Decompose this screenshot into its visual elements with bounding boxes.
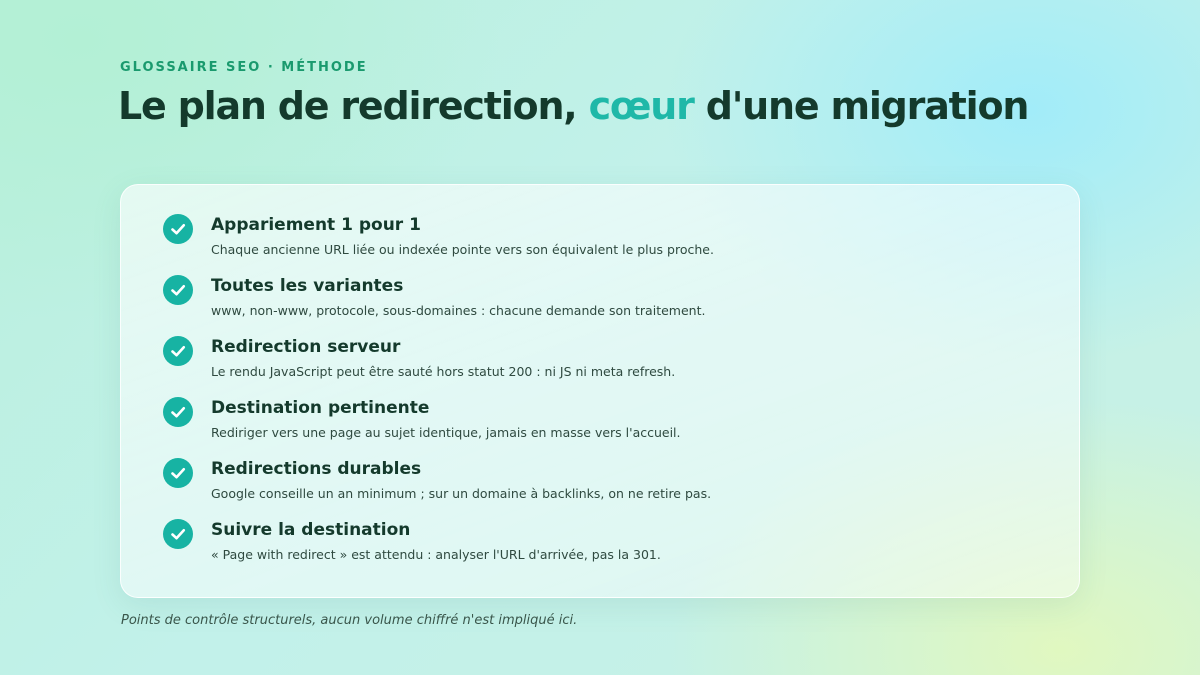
checklist-item-description: Le rendu JavaScript peut être sauté hors statut 200 : ni JS ni meta refresh. — [211, 364, 676, 379]
checklist-item-appariement — [163, 214, 1043, 264]
check-circle-icon — [163, 336, 193, 366]
check-circle-icon — [163, 275, 193, 305]
checklist-item-variantes — [163, 275, 1043, 325]
title-accent-word: cœur — [588, 84, 694, 128]
checklist-item-serveur — [163, 336, 1043, 386]
title-part-after: d'une migration — [693, 84, 1029, 128]
check-circle-icon — [163, 214, 193, 244]
checklist-item-description: « Page with redirect » est attendu : analyser l'URL d'arrivée, pas la 301. — [211, 547, 661, 562]
title-part-before: Le plan de redirection, — [118, 84, 589, 128]
eyebrow-label: GLOSSAIRE SEO · MÉTHODE — [120, 60, 368, 75]
checklist-item-description: Google conseille un an minimum ; sur un domaine à backlinks, on ne retire pas. — [211, 486, 712, 501]
checklist-item-title: Suivre la destination — [211, 520, 411, 540]
check-circle-icon — [163, 519, 193, 549]
checklist-item-suivre — [163, 519, 1043, 569]
checklist-card — [120, 184, 1080, 598]
checklist-item-title: Redirections durables — [211, 459, 422, 479]
checklist-item-title: Appariement 1 pour 1 — [211, 215, 421, 235]
checklist-item-description: Chaque ancienne URL liée ou indexée pointe vers son équivalent le plus proche. — [211, 242, 714, 257]
page-title — [118, 84, 1028, 128]
checklist-item-title: Destination pertinente — [211, 398, 430, 418]
checklist-item-title: Toutes les variantes — [211, 276, 404, 296]
checklist-item-description: www, non-www, protocole, sous-domaines : chacune demande son traitement. — [211, 303, 706, 318]
checklist-item-description: Rediriger vers une page au sujet identique, jamais en masse vers l'accueil. — [211, 425, 681, 440]
checklist-item-title: Redirection serveur — [211, 337, 401, 357]
checklist-item-destination — [163, 397, 1043, 447]
check-circle-icon — [163, 397, 193, 427]
footnote: Points de contrôle structurels, aucun volume chiffré n'est impliqué ici. — [121, 613, 578, 628]
check-circle-icon — [163, 458, 193, 488]
checklist-item-durables — [163, 458, 1043, 508]
